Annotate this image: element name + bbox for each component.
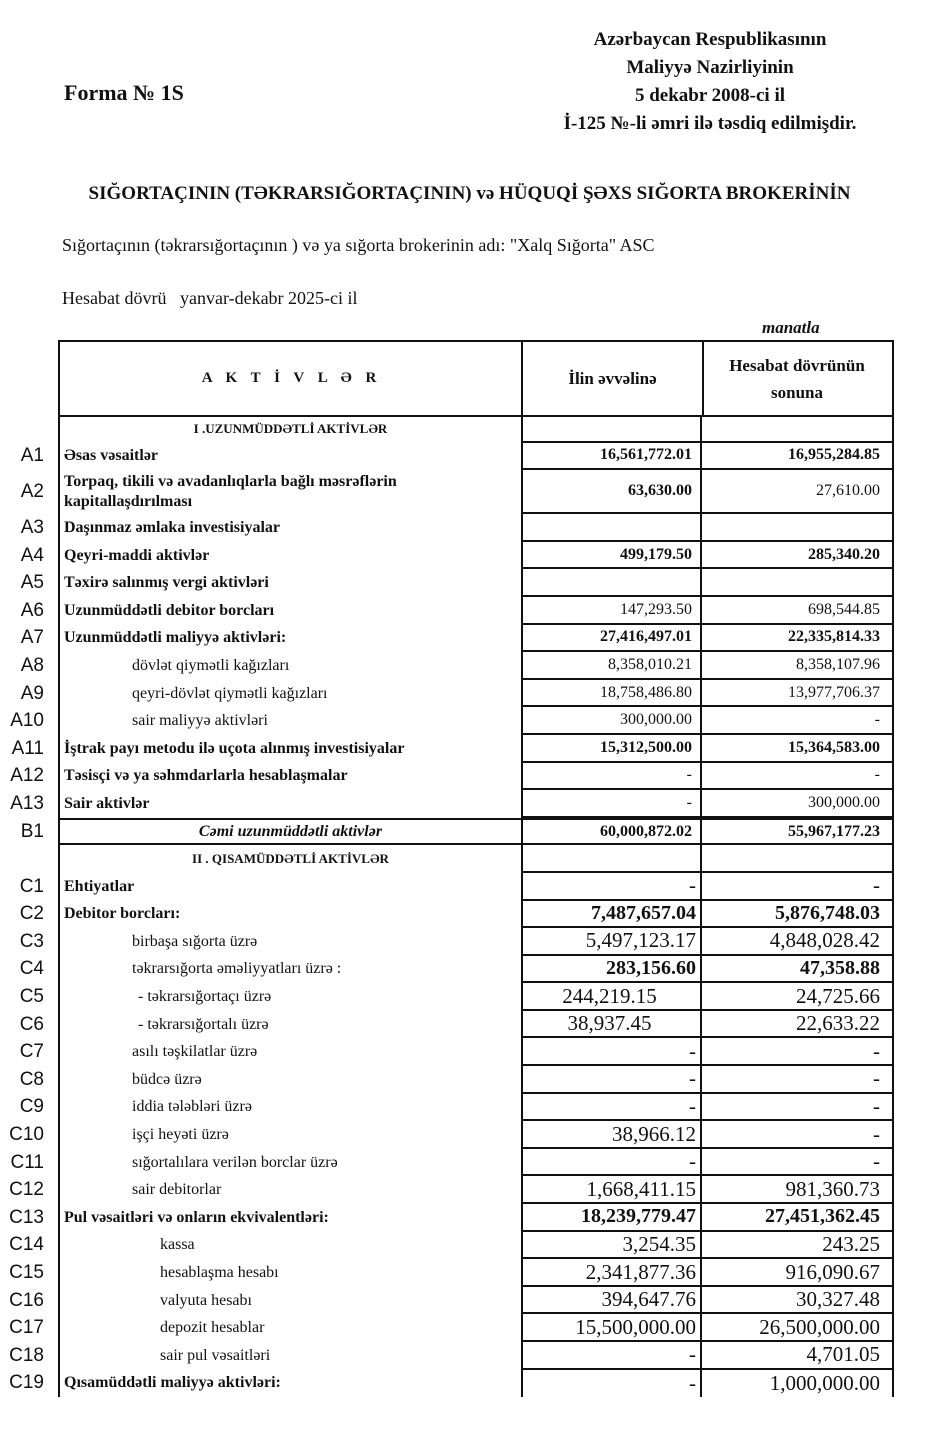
- value-end: -: [702, 1038, 894, 1066]
- row-code: C9: [19, 1096, 44, 1118]
- value-begin: -: [521, 1038, 702, 1066]
- value-begin: 63,630.00: [521, 470, 702, 514]
- table-row: [0, 735, 900, 763]
- row-code: C18: [9, 1344, 44, 1366]
- table-row: [0, 1149, 900, 1177]
- table-row: [0, 597, 900, 625]
- value-end: 22,335,814.33: [702, 625, 894, 653]
- row-label: büdcə üzrə: [58, 1066, 521, 1094]
- approval-line: İ-125 №-li əmri ilə təsdiq edilmişdir.: [563, 113, 857, 134]
- assets-table: [0, 340, 900, 1397]
- table-row: [0, 1011, 900, 1039]
- row-code: C1: [19, 875, 44, 897]
- row-label: iddia tələbləri üzrə: [58, 1094, 521, 1122]
- row-code: A4: [20, 544, 44, 566]
- value-end: 300,000.00: [702, 790, 894, 818]
- row-code: C10: [9, 1124, 44, 1146]
- column-header-assets: A K T İ V L Ə R: [58, 340, 523, 417]
- row-code: A13: [10, 792, 44, 814]
- table-row: [0, 569, 900, 597]
- row-code: C12: [9, 1179, 44, 1201]
- table-row: [0, 514, 900, 542]
- value-begin: 7,487,657.04: [521, 901, 702, 929]
- value-begin: [521, 415, 702, 443]
- value-begin: 5,497,123.17: [521, 928, 702, 956]
- table-row: [0, 1232, 900, 1260]
- value-end: 55,967,177.23: [702, 818, 894, 846]
- row-code: A9: [20, 682, 44, 704]
- value-begin: -: [521, 790, 702, 818]
- table-row: [0, 1204, 900, 1232]
- row-code: C11: [10, 1151, 44, 1173]
- column-header-begin-of-year: İlin əvvəlinə: [521, 340, 704, 417]
- value-end: 8,358,107.96: [702, 652, 894, 680]
- approval-note: [520, 26, 900, 138]
- table-row: [0, 1121, 900, 1149]
- row-label: Əsas vəsaitlər: [58, 443, 521, 471]
- insurer-name-line: Sığortaçının (təkrarsığortaçının ) və ya sığorta brokerinin adı: "Xalq Sığorta" ASC: [62, 235, 655, 255]
- value-begin: [521, 514, 702, 542]
- value-end: 15,364,583.00: [702, 735, 894, 763]
- value-begin: -: [521, 873, 702, 901]
- table-row: [0, 928, 900, 956]
- value-begin: 18,758,486.80: [521, 680, 702, 708]
- value-begin: -: [521, 1066, 702, 1094]
- value-end: -: [702, 1094, 894, 1122]
- row-label: depozit hesablar: [58, 1314, 521, 1342]
- form-number: Forma № 1S: [64, 80, 184, 105]
- row-label: sair debitorlar: [58, 1176, 521, 1204]
- value-end: 4,701.05: [702, 1342, 894, 1370]
- row-code: [0, 845, 58, 873]
- value-end: [702, 415, 894, 443]
- row-code: A1: [20, 445, 44, 467]
- section-header-row: [0, 415, 900, 443]
- row-label: Təsisçi və ya səhmdarlarla hesablaşmalar: [58, 763, 521, 791]
- table-row: [0, 625, 900, 653]
- table-header: [0, 340, 900, 415]
- row-label: sair maliyyə aktivləri: [58, 707, 521, 735]
- row-label: - təkrarsığortalı üzrə: [58, 1011, 521, 1039]
- row-label: Uzunmüddətli debitor borcları: [58, 597, 521, 625]
- value-end: -: [702, 707, 894, 735]
- table-row: [0, 873, 900, 901]
- approval-line: 5 dekabr 2008-ci il: [634, 85, 786, 106]
- value-begin: 3,254.35: [521, 1232, 702, 1260]
- table-row: [0, 1314, 900, 1342]
- row-code: C17: [9, 1317, 44, 1339]
- row-label: Daşınmaz əmlaka investisiyalar: [58, 514, 521, 542]
- row-code: C3: [19, 930, 44, 952]
- table-row: [0, 1342, 900, 1370]
- value-begin: 60,000,872.02: [521, 818, 702, 846]
- value-begin: -: [521, 1342, 702, 1370]
- row-label: asılı təşkilatlar üzrə: [58, 1038, 521, 1066]
- row-code: C19: [9, 1372, 44, 1394]
- value-begin: -: [521, 763, 702, 791]
- row-label: Torpaq, tikili və avadanlıqlarla bağlı məsrəflərin kapitallaşdırılması: [58, 470, 521, 514]
- row-label: valyuta hesabı: [58, 1287, 521, 1315]
- value-begin: -: [521, 1094, 702, 1122]
- value-begin: 16,561,772.01: [521, 443, 702, 471]
- value-end: 13,977,706.37: [702, 680, 894, 708]
- value-begin: 38,937.45: [521, 1011, 702, 1039]
- row-label: Ehtiyatlar: [58, 873, 521, 901]
- section-title: II . QISAMÜDDƏTLİ AKTİVLƏR: [58, 845, 521, 873]
- value-begin: 8,358,010.21: [521, 652, 702, 680]
- value-end: 27,610.00: [702, 470, 894, 514]
- value-end: 22,633.22: [702, 1011, 894, 1039]
- row-label: sair pul vəsaitləri: [58, 1342, 521, 1370]
- value-end: -: [702, 1149, 894, 1177]
- row-code: A12: [10, 765, 44, 787]
- table-row: [0, 470, 900, 514]
- value-end: 26,500,000.00: [702, 1314, 894, 1342]
- row-label: birbaşa sığorta üzrə: [58, 928, 521, 956]
- value-begin: 499,179.50: [521, 542, 702, 570]
- value-end: 916,090.67: [702, 1259, 894, 1287]
- table-row: [0, 680, 900, 708]
- value-begin: [521, 569, 702, 597]
- currency-unit: manatla: [762, 318, 820, 337]
- row-code: B1: [20, 820, 44, 842]
- value-begin: [521, 845, 702, 873]
- table-row: [0, 1287, 900, 1315]
- row-code: A7: [20, 627, 44, 649]
- row-code: A6: [20, 599, 44, 621]
- row-label: kassa: [58, 1232, 521, 1260]
- row-code: C7: [19, 1041, 44, 1063]
- table-row: [0, 1066, 900, 1094]
- table-row: [0, 1370, 900, 1398]
- row-code: C14: [9, 1234, 44, 1256]
- value-begin: -: [521, 1149, 702, 1177]
- row-label: Qeyri-maddi aktivlər: [58, 542, 521, 570]
- row-code: C13: [9, 1206, 44, 1228]
- row-label: Cəmi uzunmüddətli aktivlər: [58, 818, 521, 846]
- value-end: -: [702, 1066, 894, 1094]
- value-begin: 244,219.15: [521, 983, 702, 1011]
- value-begin: 300,000.00: [521, 707, 702, 735]
- value-begin: 18,239,779.47: [521, 1204, 702, 1232]
- row-code: C8: [19, 1068, 44, 1090]
- value-end: 285,340.20: [702, 542, 894, 570]
- value-begin: 27,416,497.01: [521, 625, 702, 653]
- table-row: [0, 443, 900, 471]
- table-row: [0, 1259, 900, 1287]
- value-end: [702, 514, 894, 542]
- row-label: dövlət qiymətli kağızları: [58, 652, 521, 680]
- value-end: 47,358.88: [702, 956, 894, 984]
- value-end: 243.25: [702, 1232, 894, 1260]
- table-row: [0, 1038, 900, 1066]
- row-code: A3: [20, 516, 44, 538]
- value-end: 16,955,284.85: [702, 443, 894, 471]
- row-code: A8: [20, 654, 44, 676]
- value-begin: 394,647.76: [521, 1287, 702, 1315]
- row-label: sığortalılara verilən borclar üzrə: [58, 1149, 521, 1177]
- value-begin: 15,312,500.00: [521, 735, 702, 763]
- value-end: 5,876,748.03: [702, 901, 894, 929]
- row-label: Sair aktivlər: [58, 790, 521, 818]
- reporting-period-line: Hesabat dövrü yanvar-dekabr 2025-ci il: [62, 288, 358, 308]
- row-label: - təkrarsığortaçı üzrə: [58, 983, 521, 1011]
- value-end: -: [702, 873, 894, 901]
- section-title: I .UZUNMÜDDƏTLİ AKTİVLƏR: [58, 415, 521, 443]
- table-row: [0, 956, 900, 984]
- row-code: A2: [20, 481, 44, 503]
- row-label: Uzunmüddətli maliyyə aktivləri:: [58, 625, 521, 653]
- row-code: C2: [19, 903, 44, 925]
- value-begin: -: [521, 1370, 702, 1398]
- value-end: 4,848,028.42: [702, 928, 894, 956]
- value-end: 24,725.66: [702, 983, 894, 1011]
- value-end: 30,327.48: [702, 1287, 894, 1315]
- row-label: Debitor borcları:: [58, 901, 521, 929]
- row-label: qeyri-dövlət qiymətli kağızları: [58, 680, 521, 708]
- row-label: təkrarsığorta əməliyyatları üzrə :: [58, 956, 521, 984]
- total-row: [0, 818, 900, 846]
- value-end: 1,000,000.00: [702, 1370, 894, 1398]
- value-begin: 147,293.50: [521, 597, 702, 625]
- table-row: [0, 652, 900, 680]
- value-begin: 283,156.60: [521, 956, 702, 984]
- value-end: [702, 845, 894, 873]
- approval-line: Azərbaycan Respublikasının: [593, 29, 827, 50]
- table-row: [0, 1094, 900, 1122]
- value-end: 981,360.73: [702, 1176, 894, 1204]
- row-code: A10: [10, 710, 44, 732]
- row-label: Təxirə salınmış vergi aktivləri: [58, 569, 521, 597]
- table-row: [0, 983, 900, 1011]
- table-row: [0, 901, 900, 929]
- column-header-end-of-period: Hesabat dövrünün sonuna: [702, 340, 894, 417]
- row-code: C5: [19, 986, 44, 1008]
- table-row: [0, 542, 900, 570]
- table-row: [0, 763, 900, 791]
- row-code: [0, 415, 58, 443]
- value-end: [702, 569, 894, 597]
- section-header-row: [0, 845, 900, 873]
- value-end: 27,451,362.45: [702, 1204, 894, 1232]
- value-end: -: [702, 763, 894, 791]
- row-code: C16: [9, 1289, 44, 1311]
- value-begin: 15,500,000.00: [521, 1314, 702, 1342]
- row-code: A11: [11, 737, 44, 759]
- value-begin: 38,966.12: [521, 1121, 702, 1149]
- row-label: hesablaşma hesabı: [58, 1259, 521, 1287]
- table-row: [0, 790, 900, 818]
- row-code: A5: [20, 572, 44, 594]
- row-label: işçi heyəti üzrə: [58, 1121, 521, 1149]
- approval-line: Maliyyə Nazirliyinin: [626, 57, 794, 78]
- table-row: [0, 707, 900, 735]
- row-label: Pul vəsaitləri və onların ekvivalentləri:: [58, 1204, 521, 1232]
- value-end: -: [702, 1121, 894, 1149]
- row-label: Qısamüddətli maliyyə aktivləri:: [58, 1370, 521, 1398]
- value-begin: 2,341,877.36: [521, 1259, 702, 1287]
- row-label: İştrak payı metodu ilə uçota alınmış investisiyalar: [58, 735, 521, 763]
- value-end: 698,544.85: [702, 597, 894, 625]
- value-begin: 1,668,411.15: [521, 1176, 702, 1204]
- document-title: SIĞORTAÇININ (TƏKRARSIĞORTAÇININ) və HÜQUQİ ŞƏXS SIĞORTA BROKERİNİN: [88, 183, 851, 204]
- row-code: C4: [19, 958, 44, 980]
- row-code: C6: [19, 1013, 44, 1035]
- row-code: C15: [9, 1262, 44, 1284]
- table-row: [0, 1176, 900, 1204]
